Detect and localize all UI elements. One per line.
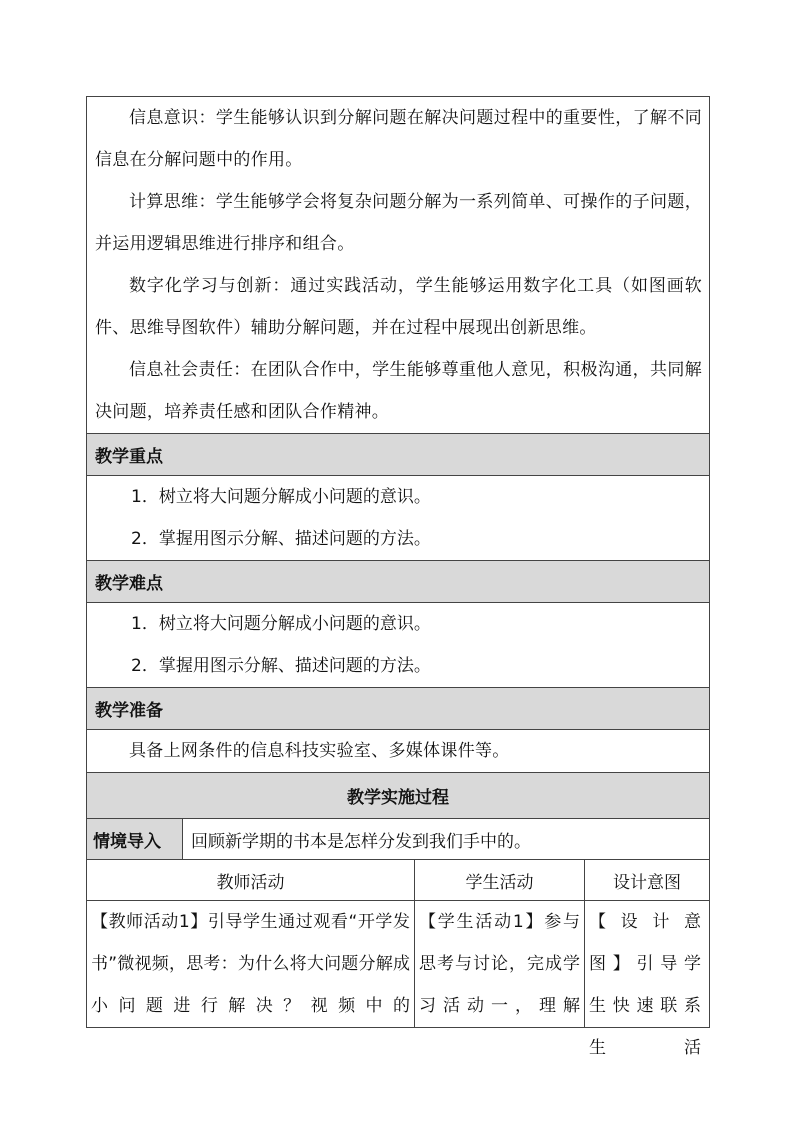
difficulty-item-2: 2．掌握用图示分解、描述问题的方法。 xyxy=(131,656,431,676)
intro-row xyxy=(87,819,710,860)
key-points-heading: 教学重点 xyxy=(87,434,710,476)
teacher-activity-text: 【教师活动1】引导学生通过观看“开学发书”微视频，思考：为什么将大问题分解成小问题进行解决？视频中的 xyxy=(91,912,410,1016)
preparation-text: 具备上网条件的信息科技实验室、多媒体课件等。 xyxy=(129,741,510,761)
goal-social-responsibility: 信息社会责任：在团队合作中，学生能够尊重他人意见，积极沟通，共同解决问题，培养责任感和团队合作精神。 xyxy=(95,360,703,422)
key-point-item-2: 2．掌握用图示分解、描述问题的方法。 xyxy=(131,529,431,549)
key-points-row xyxy=(87,476,710,561)
teacher-activity-cell xyxy=(87,901,415,1028)
student-activity-header: 学生活动 xyxy=(415,860,585,901)
preparation-heading: 教学准备 xyxy=(87,688,710,730)
process-header-row xyxy=(87,773,710,819)
process-heading: 教学实施过程 xyxy=(87,773,710,819)
activity-row xyxy=(87,901,710,1028)
goal-computational-thinking: 计算思维：学生能够学会将复杂问题分解为一系列简单、可操作的子问题，并运用逻辑思维进行排序和组合。 xyxy=(95,192,703,254)
key-points-header-row xyxy=(87,434,710,476)
goal-digital-learning: 数字化学习与创新：通过实践活动，学生能够运用数字化工具（如图画软件、思维导图软件）辅助分解问题，并在过程中展现出创新思维。 xyxy=(95,276,703,338)
preparation-header-row xyxy=(87,688,710,730)
design-intent-header: 设计意图 xyxy=(585,860,710,901)
design-intent-text: 【设计意图】引导学生快速联系生活 xyxy=(589,912,706,1058)
key-points-cell xyxy=(87,476,710,561)
intro-label: 情境导入 xyxy=(87,819,183,860)
difficulties-cell xyxy=(87,603,710,688)
preparation-row xyxy=(87,730,710,773)
difficulties-heading: 教学难点 xyxy=(87,561,710,603)
student-activity-cell xyxy=(415,901,585,1028)
goals-row xyxy=(87,97,710,434)
intro-text: 回顾新学期的书本是怎样分发到我们手中的。 xyxy=(183,819,710,860)
column-header-row xyxy=(87,860,710,901)
design-intent-cell xyxy=(585,901,710,1058)
student-activity-text: 【学生活动1】参与思考与讨论，完成学习活动一，理解 xyxy=(419,912,580,1016)
difficulties-row xyxy=(87,603,710,688)
difficulties-header-row xyxy=(87,561,710,603)
goals-cell xyxy=(87,97,710,434)
difficulty-item-1: 1．树立将大问题分解成小问题的意识。 xyxy=(131,614,431,634)
preparation-cell xyxy=(87,730,710,773)
teacher-activity-header: 教师活动 xyxy=(87,860,415,901)
key-point-item-1: 1．树立将大问题分解成小问题的意识。 xyxy=(131,487,431,507)
lesson-plan-table xyxy=(86,96,710,1058)
goal-info-literacy: 信息意识：学生能够认识到分解问题在解决问题过程中的重要性，了解不同信息在分解问题中的作用。 xyxy=(95,108,703,170)
